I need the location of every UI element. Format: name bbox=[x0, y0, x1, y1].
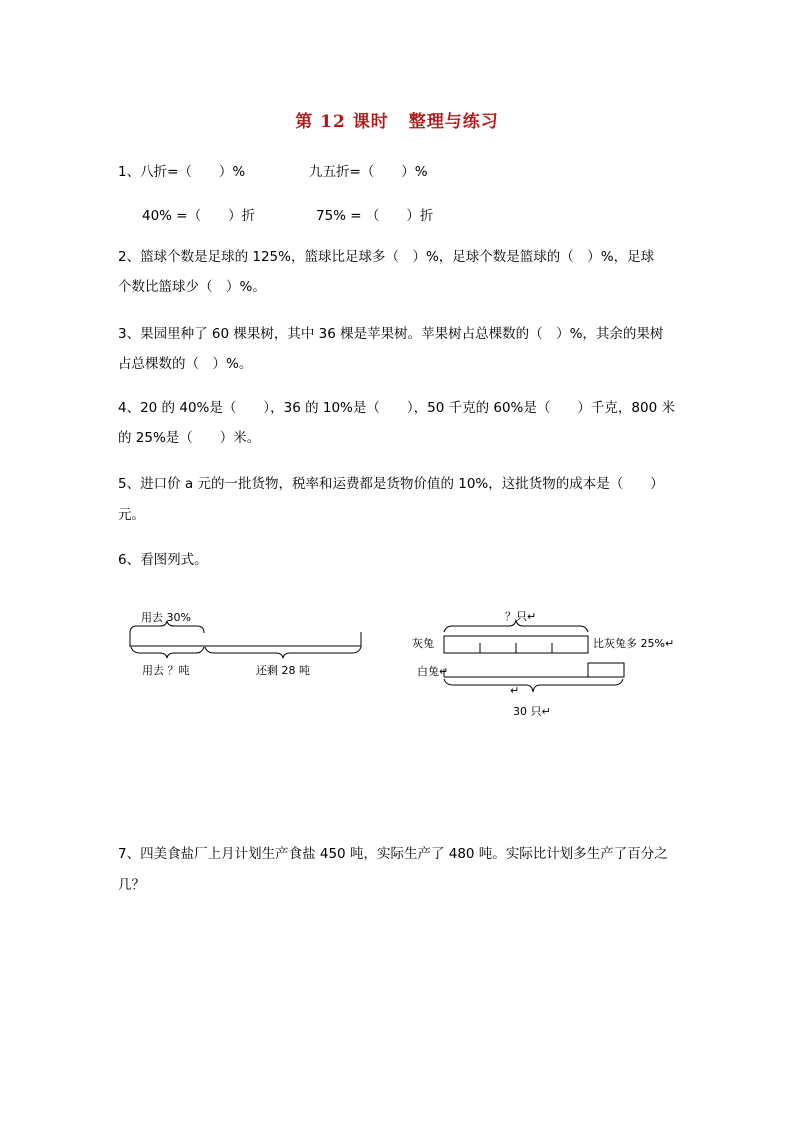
q4-line-1: 4、20 的 40%是（ ），36 的 10%是（ ），50 千克的 60%是（ ）千克，800 米 bbox=[118, 400, 675, 416]
bottom-brace-left bbox=[131, 647, 204, 658]
d2-top-label: ？只↵ bbox=[505, 610, 537, 623]
q5-line-1: 5、进口价 a 元的一批货物，税率和运费都是货物价值的 10%，这批货物的成本是（ ） bbox=[118, 476, 664, 492]
d1-bottom-left-label: 用去 ？吨 bbox=[142, 664, 190, 677]
title-lesson: 第 12 课时 bbox=[295, 112, 389, 132]
q6-text: 6、看图列式。 bbox=[118, 552, 208, 568]
d2-side-label: 比灰兔多 25%↵ bbox=[593, 637, 675, 650]
q7-line-1: 7、四美食盐厂上月计划生产食盐 450 吨，实际生产了 480 吨。实际比计划多生产了百分之 bbox=[118, 846, 668, 862]
d2-gray-label: 灰兔 bbox=[412, 637, 434, 650]
q1-forty-percent: 40% =（ ）折 bbox=[142, 208, 256, 224]
q7-line-2: 几？ bbox=[118, 877, 145, 893]
q2-line-1: 2、篮球个数是足球的 125%，篮球比足球多（ ）%，足球个数是篮球的（ ）%，足球 bbox=[118, 249, 655, 265]
q1-ninety-five-discount: 九五折=（ ）% bbox=[309, 164, 428, 180]
d2-white-label: 白兔↵ bbox=[417, 665, 449, 678]
white-rabbit-extra bbox=[588, 663, 624, 677]
q3-line-2: 占总棵数的（ ）%。 bbox=[118, 356, 253, 372]
d1-top-label: 用去 30% bbox=[141, 611, 191, 624]
bottom-brace-right bbox=[205, 647, 361, 658]
q3-line-1: 3、果园里种了 60 棵果树，其中 36 棵是苹果树。苹果树占总棵数的（ ）%，其余的果树 bbox=[118, 326, 664, 342]
q1-seventy-five-percent: 75% = （ ）折 bbox=[316, 208, 434, 224]
total-bottom-brace bbox=[444, 679, 623, 692]
d2-total-label: 30 只↵ bbox=[513, 705, 551, 718]
q1-eighty-percent-discount: 1、八折=（ ）% bbox=[118, 164, 246, 180]
d1-bottom-right-label: 还剩 28 吨 bbox=[256, 664, 310, 677]
q5-line-2: 元。 bbox=[118, 507, 145, 523]
d2-mid-mark: ↵ bbox=[510, 684, 520, 697]
segment-diagram-1 bbox=[130, 621, 361, 658]
segment-diagram-2 bbox=[444, 620, 624, 692]
q4-line-2: 的 25%是（ ）米。 bbox=[118, 430, 261, 446]
title-topic: 整理与练习 bbox=[408, 112, 499, 132]
q2-line-2: 个数比篮球少（ ）%。 bbox=[118, 279, 266, 295]
